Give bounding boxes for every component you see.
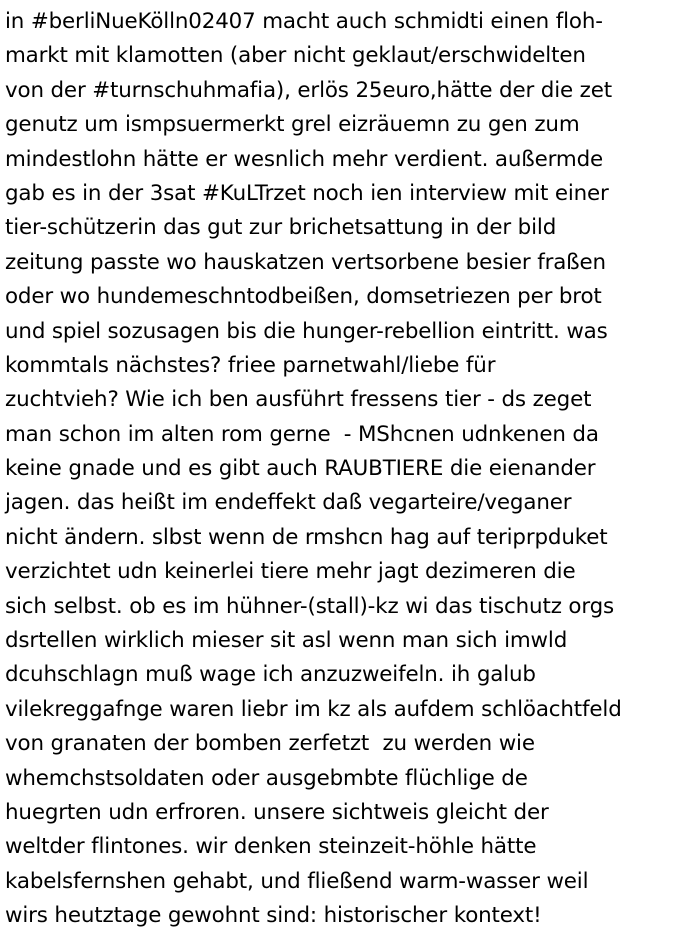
document-text bbox=[5, 5, 683, 934]
text-line-15: jagen. das heißt im endeffekt daß vegarteire/veganer bbox=[5, 490, 572, 516]
text-line-16: nicht ändern. slbst wenn de rmshcn hag auf teriprpduket bbox=[5, 524, 608, 550]
text-line-20: dcuhschlagn muß wage ich anzuzweifeln. ih galub bbox=[5, 662, 536, 688]
text-line-25: weltder flintones. wir denken steinzeit-höhle hätte bbox=[5, 834, 537, 860]
text-line-2: markt mit klamotten (aber nicht geklaut/erschwidelten bbox=[5, 43, 586, 69]
text-line-23: whemchstsoldaten oder ausgebmbte flüchlige de bbox=[5, 765, 528, 791]
text-line-5: mindestlohn hätte er wesnlich mehr verdient. außermde bbox=[5, 146, 604, 172]
text-line-18: sich selbst. ob es im hühner-(stall)-kz wi das tischutz orgs bbox=[5, 593, 615, 619]
text-line-8: zeitung passte wo hauskatzen vertsorbene besier fraßen bbox=[5, 249, 606, 275]
text-line-6: gab es in der 3sat #KuLTrzet noch ien interview mit einer bbox=[5, 180, 609, 206]
text-line-12: zuchtvieh? Wie ich ben ausführt fressens tier - ds zeget bbox=[5, 387, 592, 413]
text-line-11: kommtals nächstes? friee parnetwahl/liebe für bbox=[5, 352, 496, 378]
text-line-17: verzichtet udn keinerlei tiere mehr jagt dezimeren die bbox=[5, 559, 576, 585]
text-line-14: keine gnade und es gibt auch RAUBTIERE die eienander bbox=[5, 456, 596, 482]
text-line-19: dsrtellen wirklich mieser sit asl wenn man sich imwld bbox=[5, 628, 568, 654]
text-line-7: tier-schützerin das gut zur brichetsattung in der bild bbox=[5, 215, 557, 241]
text-line-21: vilekreggafnge waren liebr im kz als aufdem schlöachtfeld bbox=[5, 696, 622, 722]
text-line-4: genutz um ismpsuermerkt grel eizräuemn zu gen zum bbox=[5, 112, 580, 138]
text-line-1: in #berliNueKölln02407 macht auch schmidti einen floh- bbox=[5, 9, 603, 34]
text-line-3: von der #turnschuhmafia), erlös 25euro,hätte der die zet bbox=[5, 77, 612, 103]
text-line-24: huegrten udn erfroren. unsere sichtweis gleicht der bbox=[5, 799, 549, 825]
text-line-10: und spiel sozusagen bis die hunger-rebellion eintritt. was bbox=[5, 318, 608, 344]
text-line-26: kabelsfernshen gehabt, und fließend warm-wasser weil bbox=[5, 868, 589, 894]
text-line-27: wirs heutztage gewohnt sind: historischer kontext! bbox=[5, 903, 542, 929]
text-line-22: von granaten der bomben zerfetzt zu werden wie bbox=[5, 731, 535, 757]
text-line-13: man schon im alten rom gerne - MShcnen udnkenen da bbox=[5, 421, 599, 447]
text-line-9: oder wo hundemeschntodbeißen, domsetriezen per brot bbox=[5, 284, 602, 310]
